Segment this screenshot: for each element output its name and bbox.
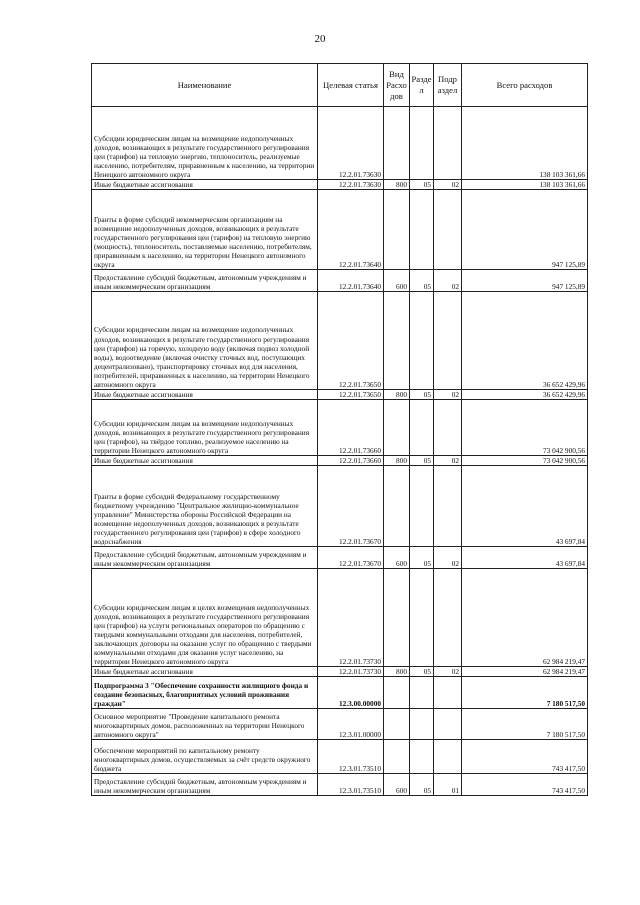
row-vid	[384, 677, 410, 709]
row-name: Предоставление субсидий бюджетным, автономным учреждениям и иным некоммерческим организациям	[92, 270, 318, 292]
row-podrazdel	[434, 292, 462, 390]
table-row	[92, 569, 588, 667]
table-row	[92, 667, 588, 677]
row-total: 947 125,89	[462, 270, 588, 292]
row-total: 73 042 900,56	[462, 400, 588, 456]
row-razdel: 05	[410, 180, 434, 190]
row-podrazdel	[434, 190, 462, 270]
row-name: Основное мероприятие "Проведение капитального ремонта многоквартирных домов, расположенных на территории Ненецкого автономного округа"	[92, 709, 318, 740]
row-total: 947 125,89	[462, 190, 588, 270]
row-vid: 600	[384, 547, 410, 569]
row-code: 12.2.01.73660	[318, 456, 384, 466]
table-row	[92, 190, 588, 270]
table-row	[92, 774, 588, 796]
header-razdel: Разде л	[410, 64, 434, 107]
table-row	[92, 400, 588, 456]
row-razdel	[410, 292, 434, 390]
row-code: 12.2.01.73640	[318, 190, 384, 270]
row-code: 12.2.01.73660	[318, 400, 384, 456]
table-row	[92, 390, 588, 400]
row-razdel	[410, 677, 434, 709]
row-code: 12.3.01.00000	[318, 709, 384, 740]
row-code: 12.2.01.73640	[318, 270, 384, 292]
row-vid	[384, 107, 410, 180]
table-row	[92, 456, 588, 466]
page-number: 20	[314, 33, 326, 45]
row-total: 36 652 429,96	[462, 390, 588, 400]
row-podrazdel	[434, 569, 462, 667]
row-name: Предоставление субсидий бюджетным, автономным учреждениям и иным некоммерческим организациям	[92, 547, 318, 569]
row-code: 12.2.01.73630	[318, 180, 384, 190]
row-vid	[384, 190, 410, 270]
row-razdel	[410, 190, 434, 270]
row-podrazdel: 02	[434, 180, 462, 190]
row-vid	[384, 709, 410, 740]
row-name: Предоставление субсидий бюджетным, автономным учреждениям и иным некоммерческим организациям	[92, 774, 318, 796]
row-name: Иные бюджетные ассигнования	[92, 456, 318, 466]
row-podrazdel	[434, 107, 462, 180]
row-vid	[384, 569, 410, 667]
row-code: 12.3.01.73510	[318, 774, 384, 796]
table-row	[92, 547, 588, 569]
row-code: 12.2.01.73650	[318, 390, 384, 400]
row-total: 43 697,84	[462, 466, 588, 547]
row-name: Иные бюджетные ассигнования	[92, 667, 318, 677]
row-total: 73 042 900,56	[462, 456, 588, 466]
row-podrazdel: 01	[434, 774, 462, 796]
row-name: Субсидии юридическим лицам на возмещение недополученных доходов, возникающих в результате государственного регулирования цен (тарифов), на твёрдое топливо, реализуемое населению на территории Ненецкого автономного округа	[92, 400, 318, 456]
row-vid: 800	[384, 390, 410, 400]
row-podrazdel	[434, 466, 462, 547]
row-razdel: 05	[410, 390, 434, 400]
row-podrazdel	[434, 709, 462, 740]
row-name: Гранты в форме субсидий Федеральному государственному бюджетному учреждению "Центральное жилищно-коммунальное управление" Министерства обороны Российской Федерации на возмещение недополученных доходов, возникающих в результате государственного регулирования цен (тарифов) в сфере холодного водоснабжения	[92, 466, 318, 547]
row-code: 12.2.01.73650	[318, 292, 384, 390]
row-total: 7 180 517,50	[462, 677, 588, 709]
row-total: 138 103 361,66	[462, 107, 588, 180]
row-podrazdel	[434, 677, 462, 709]
row-vid	[384, 466, 410, 547]
row-total: 62 984 219,47	[462, 569, 588, 667]
row-razdel: 05	[410, 270, 434, 292]
row-total: 743 417,50	[462, 774, 588, 796]
row-vid	[384, 400, 410, 456]
table-row	[92, 180, 588, 190]
header-vid: Вид Расхо дов	[384, 64, 410, 107]
row-razdel: 05	[410, 547, 434, 569]
header-total: Всего расходов	[462, 64, 588, 107]
row-name: Иные бюджетные ассигнования	[92, 180, 318, 190]
row-razdel: 05	[410, 456, 434, 466]
row-total: 743 417,50	[462, 740, 588, 774]
row-razdel	[410, 466, 434, 547]
row-podrazdel: 02	[434, 456, 462, 466]
row-vid: 800	[384, 456, 410, 466]
table-row	[92, 709, 588, 740]
row-vid: 600	[384, 774, 410, 796]
header-name: Наименование	[92, 64, 318, 107]
row-podrazdel: 02	[434, 547, 462, 569]
row-razdel	[410, 107, 434, 180]
row-razdel	[410, 740, 434, 774]
row-code: 12.2.01.73670	[318, 547, 384, 569]
row-total: 7 180 517,50	[462, 709, 588, 740]
row-total: 62 984 219,47	[462, 667, 588, 677]
row-podrazdel: 02	[434, 270, 462, 292]
row-code: 12.2.01.73630	[318, 107, 384, 180]
row-code: 12.2.01.73730	[318, 667, 384, 677]
row-vid	[384, 292, 410, 390]
table-row	[92, 740, 588, 774]
row-razdel	[410, 569, 434, 667]
row-code: 12.3.01.73510	[318, 740, 384, 774]
header-target: Целевая статья	[318, 64, 384, 107]
row-name: Обеспечение мероприятий по капитальному ремонту многоквартирных домов, осуществляемых за счёт средств окружного бюджета	[92, 740, 318, 774]
row-name: Субсидии юридическим лицам на возмещение недополученных доходов, возникающих в результате государственного регулирования цен (тарифов) на горячую, холодную воду (включая подвоз холодной воды), водоотведение (включая очистку сточных вод, поступающих децентрализовано), транспортировку сточных вод для населения, потребителей, приравненных к населению, на территории Ненецкого автономного округа	[92, 292, 318, 390]
row-razdel: 05	[410, 774, 434, 796]
table-row	[92, 292, 588, 390]
table-header-row	[92, 64, 588, 107]
table-row	[92, 107, 588, 180]
row-podrazdel: 02	[434, 667, 462, 677]
row-vid: 800	[384, 180, 410, 190]
row-vid	[384, 740, 410, 774]
row-name: Субсидии юридическим лицам в целях возмещения недополученных доходов, возникающих в результате государственного регулирования цен (тарифов) на услуги региональных операторов по обращению с твердыми коммунальными отходами для населения, потребителей, заключающих договоры на оказание услуг по обращению с твердыми коммунальными отходами для оказания услуг населению, на территории Ненецкого автономного округа	[92, 569, 318, 667]
row-total: 138 103 361,66	[462, 180, 588, 190]
row-total: 43 697,84	[462, 547, 588, 569]
row-code: 12.2.01.73670	[318, 466, 384, 547]
header-podrazdel: Подр аздел	[434, 64, 462, 107]
row-podrazdel	[434, 400, 462, 456]
row-podrazdel	[434, 740, 462, 774]
table-row	[92, 677, 588, 709]
row-name: Иные бюджетные ассигнования	[92, 390, 318, 400]
row-razdel: 05	[410, 667, 434, 677]
row-vid: 600	[384, 270, 410, 292]
table-row	[92, 466, 588, 547]
row-razdel	[410, 709, 434, 740]
row-podrazdel: 02	[434, 390, 462, 400]
row-total: 36 652 429,96	[462, 292, 588, 390]
row-code: 12.2.01.73730	[318, 569, 384, 667]
row-name: Подпрограмма 3 "Обеспечение сохранности жилищного фонда и создание безопасных, благоприятных условий проживания граждан"	[92, 677, 318, 709]
table-row	[92, 270, 588, 292]
row-razdel	[410, 400, 434, 456]
row-name: Субсидии юридическим лицам на возмещение недополученных доходов, возникающих в результате государственного регулирования цен (тарифов) на тепловую энергию, теплоноситель, реализуемые населению, потребителям, приравненным к населению, на территории Ненецкого автономного округа	[92, 107, 318, 180]
row-vid: 800	[384, 667, 410, 677]
budget-table	[91, 63, 588, 796]
row-code: 12.3.00.00000	[318, 677, 384, 709]
row-name: Гранты в форме субсидий некоммерческим организациям на возмещение недополученных доходов, возникающих в результате государственного регулирования цен (тарифов) на тепловую энергию (мощность), теплоноситель, поставляемые населению, потребителям, приравненным к населению, на территории Ненецкого автономного округа	[92, 190, 318, 270]
